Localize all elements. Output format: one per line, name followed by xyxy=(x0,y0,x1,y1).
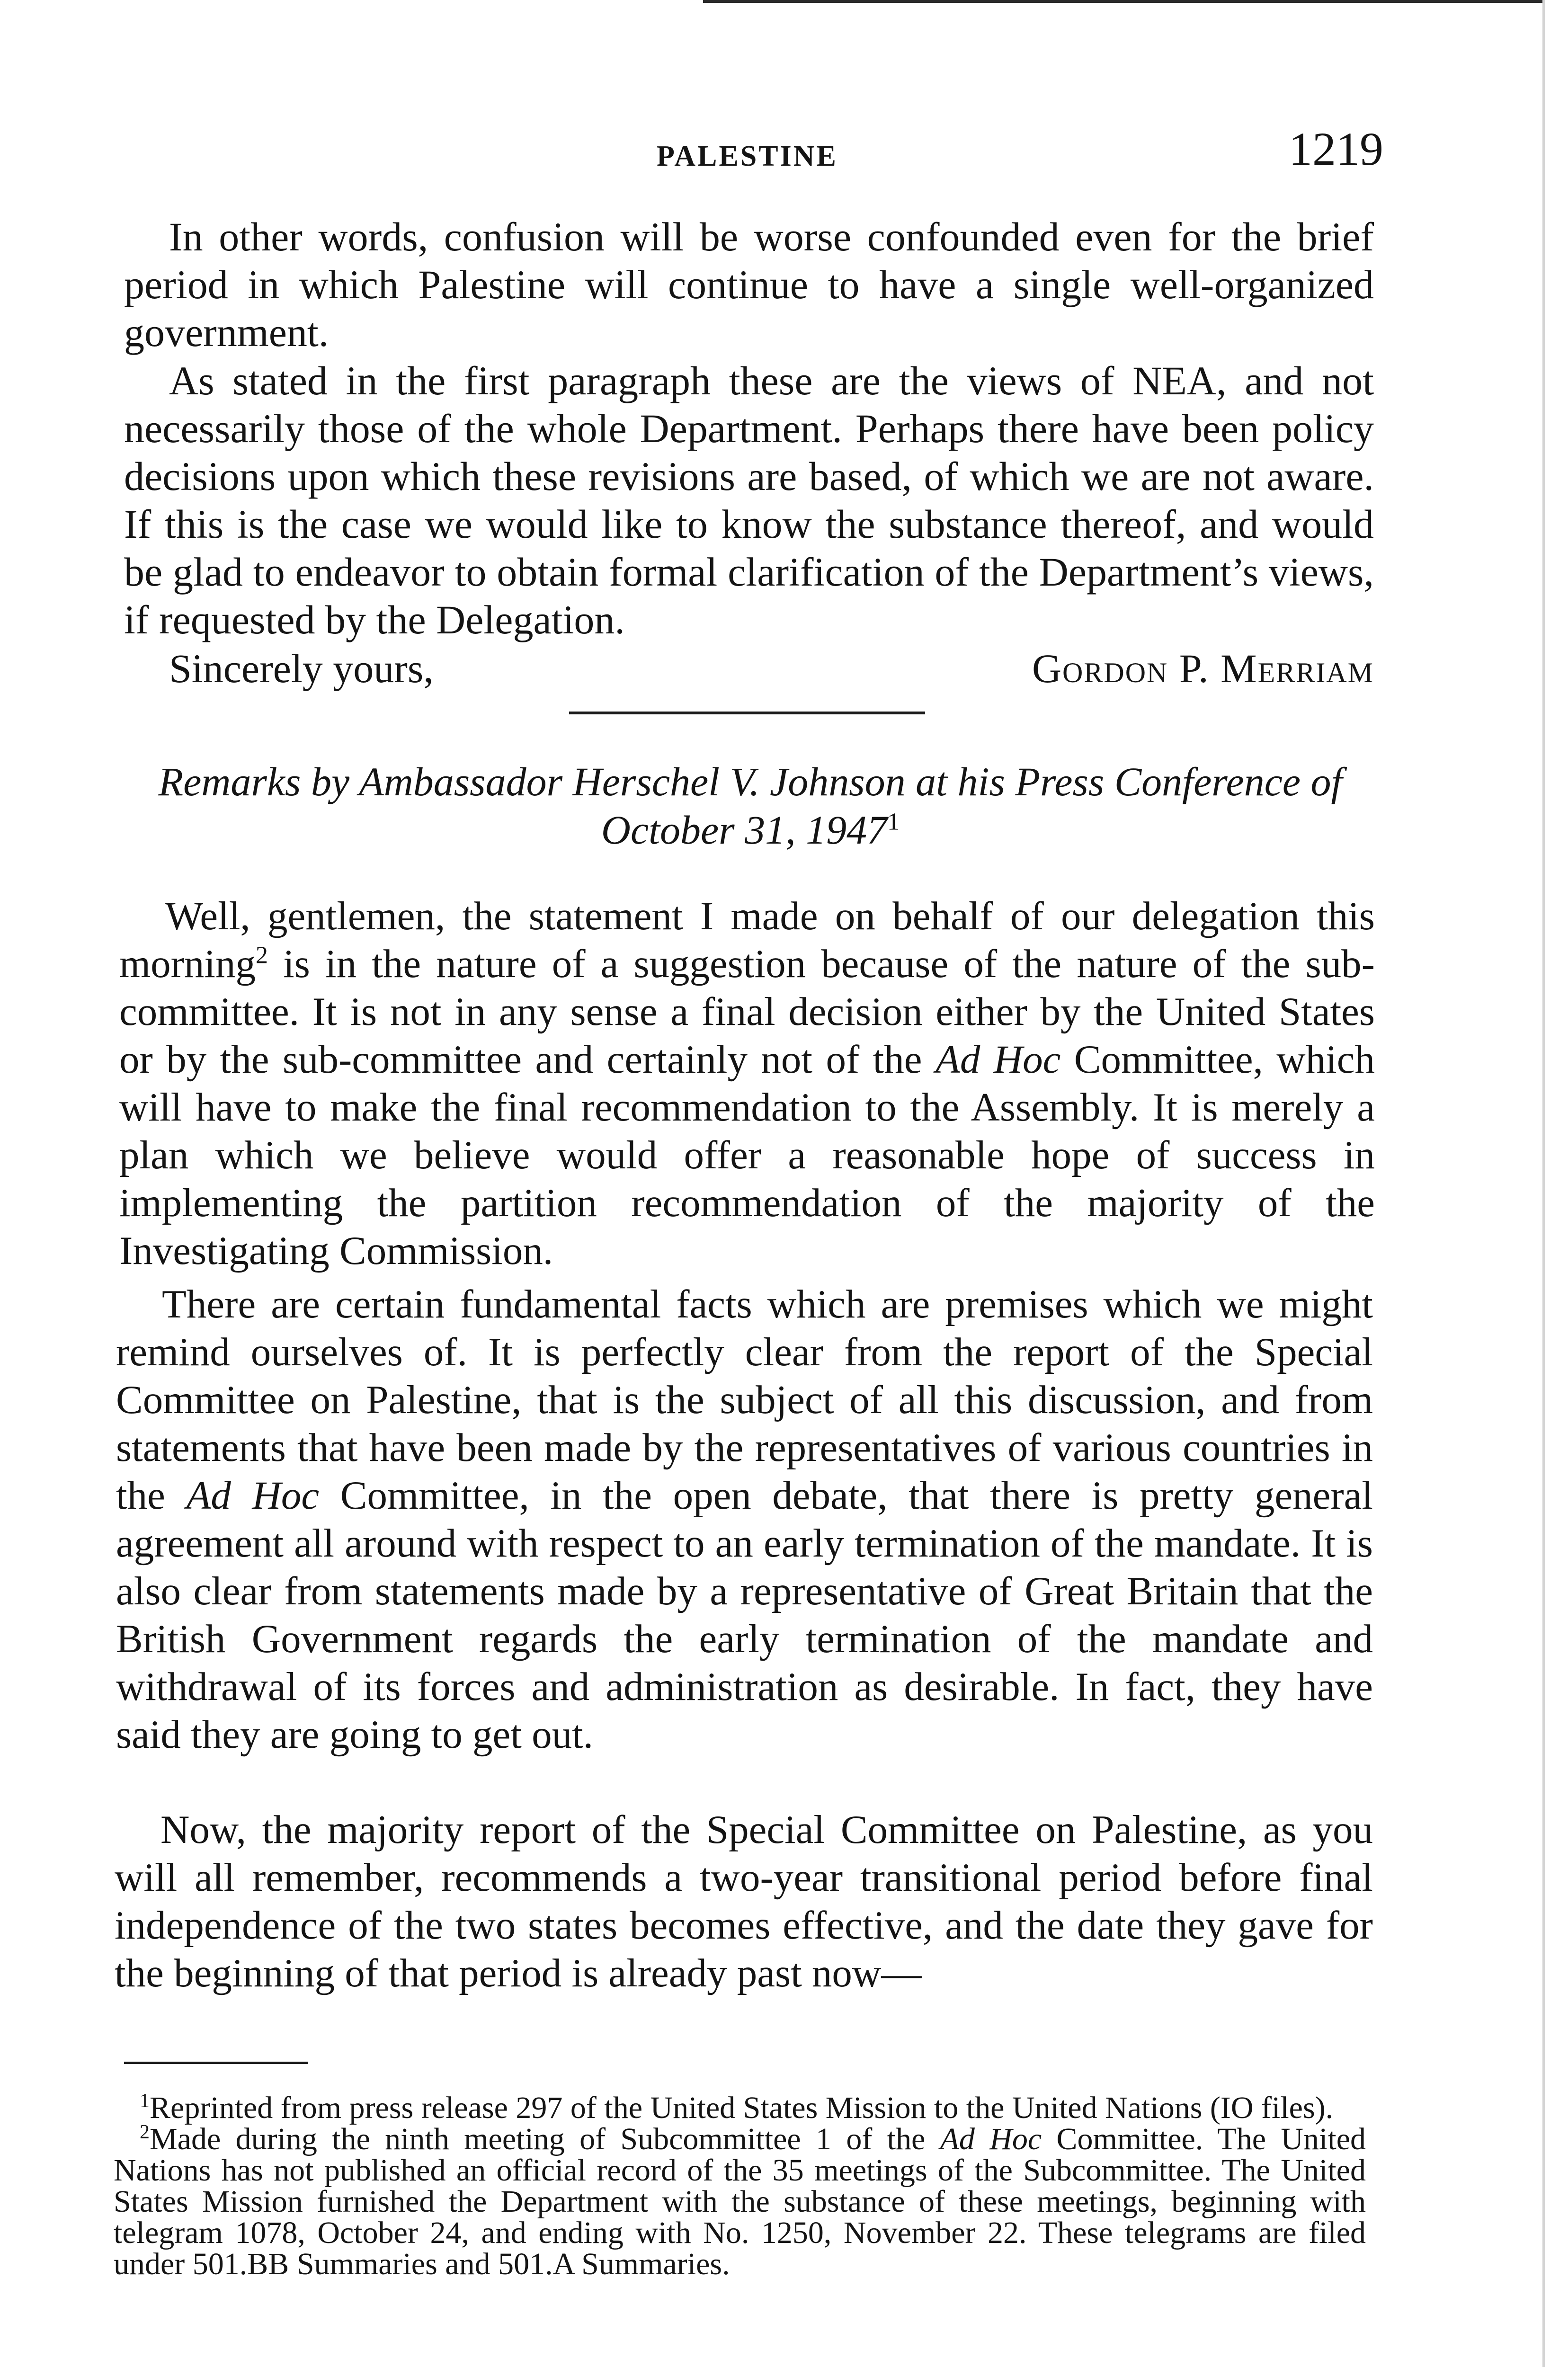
italic-term: Ad Hoc xyxy=(186,1473,320,1518)
italic-term: Ad Hoc xyxy=(940,2122,1042,2156)
footnote-text: Reprinted from press release 297 of the United States Mission to the United Nations (IO files). xyxy=(150,2091,1334,2125)
scan-top-edge xyxy=(703,0,1568,3)
page-number: 1219 xyxy=(1289,123,1383,175)
footnote-number: 2 xyxy=(140,2121,150,2143)
remarks-text: Committee, which will have to make the final recommendation to the Assembly. It is merely a plan which we believe would offer a reasonable hope of success in implementing the partition recommendation of the majority of the Investigating Commission. xyxy=(119,1037,1375,1273)
footnote-1 xyxy=(114,2092,1366,2124)
footnote-number: 1 xyxy=(140,2090,150,2112)
footnote-text: Made during the ninth meeting of Subcommittee 1 of the xyxy=(150,2122,940,2156)
scan-right-margin xyxy=(1542,0,1568,2367)
letter-paragraph-1: In other words, confusion will be worse confounded even for the brief period in which Palestine will continue to have a single well-organized government. xyxy=(124,214,1374,355)
footnote-ref-1: 1 xyxy=(887,808,900,836)
letter-paragraph-2: As stated in the first paragraph these are the views of NEA, and not necessarily those of the whole Department. Perhaps there have been policy decisions upon which these revisions are based, of which we are not aware. If this is the case we would like to know the substance thereof, and would be glad to endeavor to obtain formal clarification of the Department’s views, if requested by the Delegation. xyxy=(124,358,1374,642)
remarks-paragraph-2 xyxy=(116,1281,1373,1759)
running-head: PALESTINE xyxy=(657,140,838,172)
footnote-2 xyxy=(114,2121,1366,2281)
remarks-text: is in the nature of a suggestion because of the nature of the sub-committee. It is not in any sense a final decision either by the United States or by the sub-committee and certainly not of the xyxy=(119,942,1375,1082)
footnote-ref-2: 2 xyxy=(256,942,268,969)
footnote-divider xyxy=(124,2062,308,2064)
remarks-text: Well, gentlemen, the statement I made on behalf of our delegation this morning xyxy=(119,894,1375,986)
page-header xyxy=(124,125,1383,178)
section-title-text: Remarks by Ambassador Herschel V. Johnson at his Press Conference of October 31, 1947 xyxy=(158,759,1343,853)
letter-closing xyxy=(169,645,1374,693)
closing-salutation: Sincerely yours, xyxy=(169,646,434,691)
remarks-text: Committee, in the open debate, that there is pretty general agreement all around with respect to an early termination of the mandate. It is also clear from statements made by a representative of Great Britain that the British Government regards the early termination of the mandate and withdrawal of its forces and administration as desirable. In fact, they have said they are going to get out. xyxy=(116,1473,1373,1757)
remarks-paragraph-1 xyxy=(119,892,1375,1275)
signature: Gordon P. Merriam xyxy=(1032,646,1374,691)
section-divider xyxy=(569,712,925,714)
section-title xyxy=(118,757,1382,854)
footnote-text: Committee. The United Nations has not published an official record of the 35 meetings of the Subcommittee. The United States Mission furnished the Department with the substance of these meetings, beginning with telegram 1078, October 24, and ending with No. 1250, November 22. These telegrams are filed under 501.BB Summaries and 501.A Summaries. xyxy=(114,2122,1366,2281)
remarks-paragraph-3: Now, the majority report of the Special Committee on Palestine, as you will all remember, recommends a two-year transitional period before final independence of the two states becomes effective, and the date they gave for the beginning of that period is already past now— xyxy=(115,1807,1373,1995)
italic-term: Ad Hoc xyxy=(935,1037,1061,1082)
remarks-text: There are certain fundamental facts which are premises which we might remind ourselves of. It is perfectly clear from the report of the Special Committee on Palestine, that is the subject of all this discussion, and from statements that have been made by the representatives of various countries in the xyxy=(116,1282,1373,1518)
footnotes xyxy=(114,2092,1366,2280)
